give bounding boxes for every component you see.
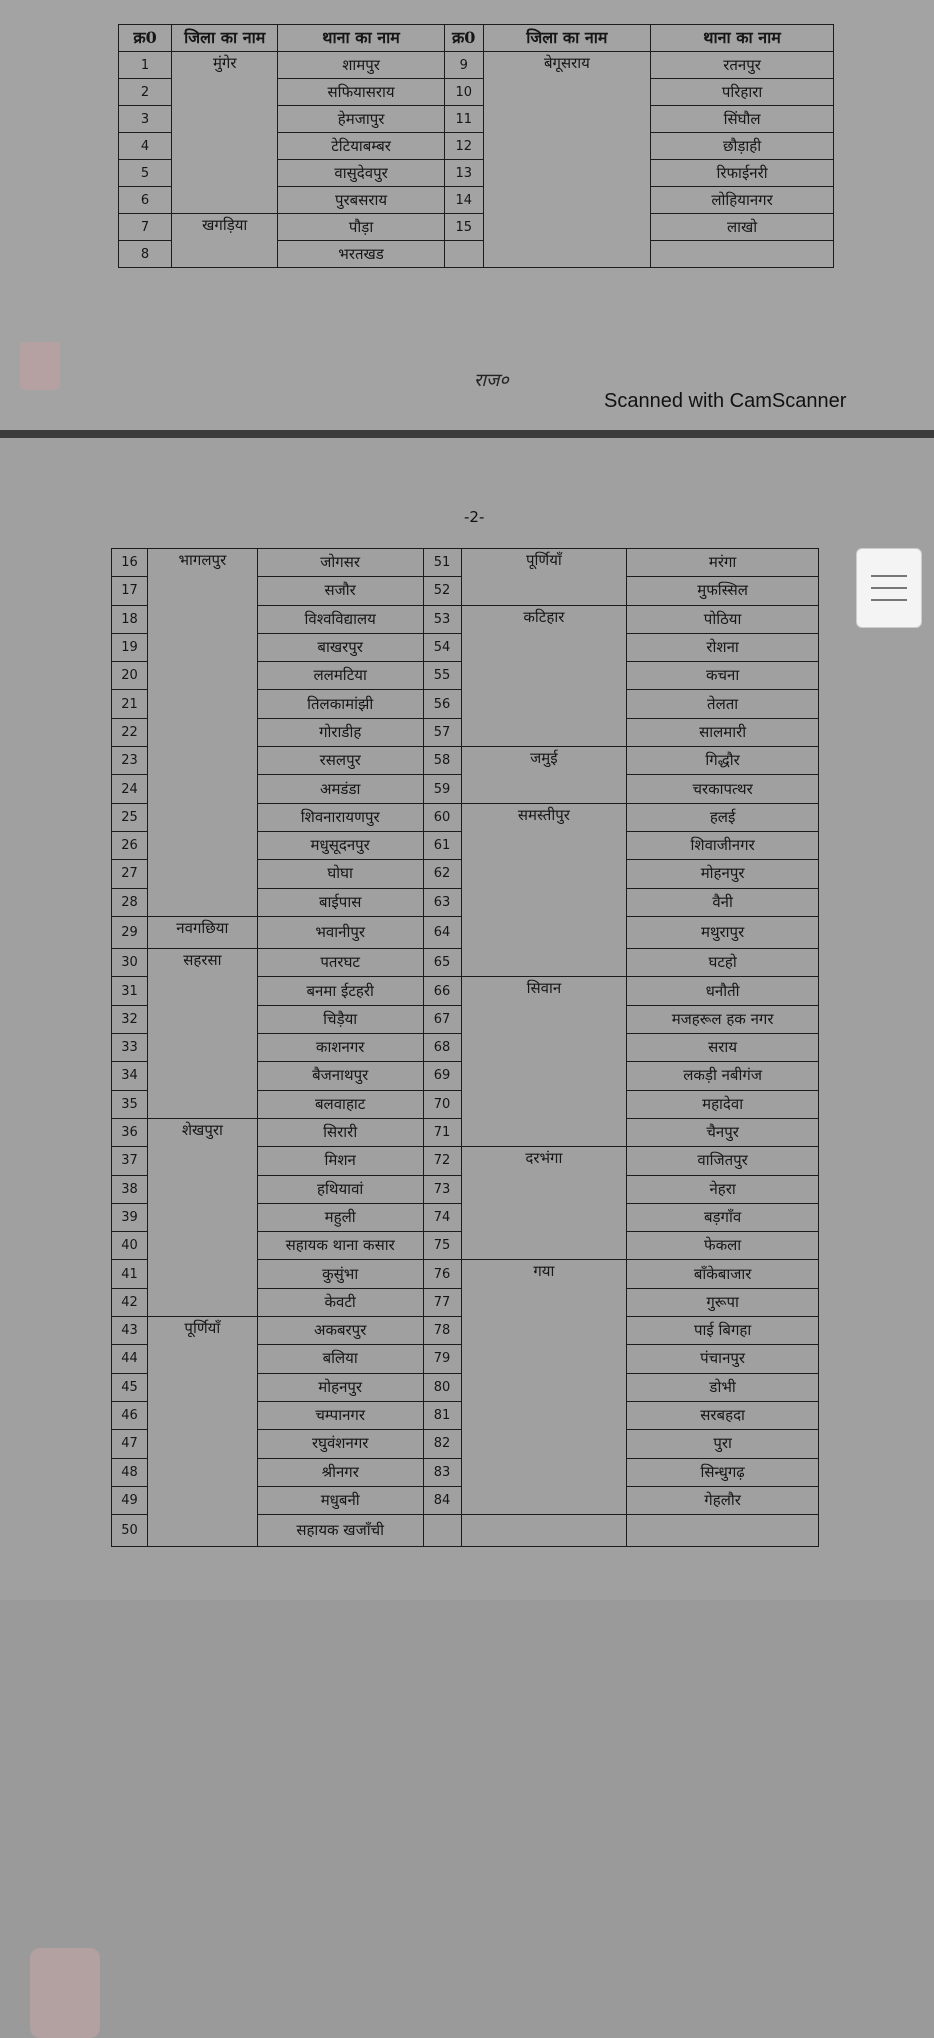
menu-line-icon [871, 587, 907, 589]
station-name: अकबरपुर [257, 1317, 423, 1345]
top-police-station-table [118, 24, 834, 268]
station-name: रोशना [627, 633, 819, 661]
station-name: पुरा [627, 1430, 819, 1458]
serial-number: 77 [423, 1288, 461, 1316]
serial-number: 73 [423, 1175, 461, 1203]
station-name: रघुवंशनगर [257, 1430, 423, 1458]
serial-number: 26 [112, 831, 148, 859]
station-name: सजौर [257, 577, 423, 605]
district-name-empty [461, 1515, 627, 1547]
station-name: हथियावां [257, 1175, 423, 1203]
serial-number: 51 [423, 549, 461, 577]
station-name: पंचानपुर [627, 1345, 819, 1373]
serial-number: 13 [444, 160, 483, 187]
district-name: कटिहार [461, 605, 627, 746]
serial-number [444, 241, 483, 268]
serial-number: 78 [423, 1317, 461, 1345]
header-district: जिला का नाम [483, 25, 651, 52]
page-number: -2- [464, 508, 485, 526]
district-name: नवगछिया [147, 916, 257, 948]
station-name: वासुदेवपुर [278, 160, 444, 187]
serial-number: 9 [444, 52, 483, 79]
station-name: बाखरपुर [257, 633, 423, 661]
serial-number: 81 [423, 1401, 461, 1429]
station-name: पतरघट [257, 949, 423, 977]
serial-number: 12 [444, 133, 483, 160]
serial-number: 4 [119, 133, 172, 160]
station-name: चैनपुर [627, 1118, 819, 1146]
serial-number: 10 [444, 79, 483, 106]
serial-number: 3 [119, 106, 172, 133]
station-name: घटहो [627, 949, 819, 977]
serial-number: 21 [112, 690, 148, 718]
station-name [651, 241, 834, 268]
serial-number: 20 [112, 662, 148, 690]
serial-number: 32 [112, 1005, 148, 1033]
serial-number: 83 [423, 1458, 461, 1486]
station-name: बाँकेबाजार [627, 1260, 819, 1288]
district-name: समस्तीपुर [461, 803, 627, 977]
serial-number: 42 [112, 1288, 148, 1316]
scan-smudge [20, 342, 60, 390]
station-name: पौड़ा [278, 214, 444, 241]
header-station: थाना का नाम [278, 25, 444, 52]
serial-number: 40 [112, 1232, 148, 1260]
station-name: सिन्धुगढ़ [627, 1458, 819, 1486]
station-name: धनौती [627, 977, 819, 1005]
station-name: शामपुर [278, 52, 444, 79]
station-name: तेलता [627, 690, 819, 718]
serial-number: 53 [423, 605, 461, 633]
station-name: मजहरूल हक नगर [627, 1005, 819, 1033]
serial-number: 38 [112, 1175, 148, 1203]
serial-number: 15 [444, 214, 483, 241]
serial-number: 22 [112, 718, 148, 746]
station-name: बलिया [257, 1345, 423, 1373]
serial-number: 37 [112, 1147, 148, 1175]
header-serial: क्र0 [444, 25, 483, 52]
district-name: मुंगेर [172, 52, 278, 214]
station-name [627, 1515, 819, 1547]
scanner-watermark: Scanned with CamScanner [604, 390, 847, 412]
station-name: ललमटिया [257, 662, 423, 690]
station-name: गिद्धौर [627, 747, 819, 775]
menu-button[interactable] [856, 548, 922, 628]
serial-number: 59 [423, 775, 461, 803]
station-name: चिड़ैया [257, 1005, 423, 1033]
serial-number: 27 [112, 860, 148, 888]
serial-number: 14 [444, 187, 483, 214]
header-district: जिला का नाम [172, 25, 278, 52]
station-name: वाजितपुर [627, 1147, 819, 1175]
station-name: वैनी [627, 888, 819, 916]
station-name: गोराडीह [257, 718, 423, 746]
station-name: पोठिया [627, 605, 819, 633]
station-name: रसलपुर [257, 747, 423, 775]
station-name: सिरारी [257, 1118, 423, 1146]
station-name: भरतखड [278, 241, 444, 268]
serial-number: 80 [423, 1373, 461, 1401]
serial-number: 69 [423, 1062, 461, 1090]
serial-number: 84 [423, 1486, 461, 1514]
serial-number: 41 [112, 1260, 148, 1288]
serial-number: 47 [112, 1430, 148, 1458]
station-name: मुफस्सिल [627, 577, 819, 605]
station-name: महादेवा [627, 1090, 819, 1118]
serial-number: 67 [423, 1005, 461, 1033]
station-name: जोगसर [257, 549, 423, 577]
station-name: श्रीनगर [257, 1458, 423, 1486]
serial-number: 60 [423, 803, 461, 831]
serial-number: 61 [423, 831, 461, 859]
serial-number: 45 [112, 1373, 148, 1401]
serial-number: 34 [112, 1062, 148, 1090]
station-name: तिलकामांझी [257, 690, 423, 718]
serial-number: 7 [119, 214, 172, 241]
station-name: विश्वविद्यालय [257, 605, 423, 633]
station-name: गेहलौर [627, 1486, 819, 1514]
serial-number: 6 [119, 187, 172, 214]
station-name: मधुबनी [257, 1486, 423, 1514]
serial-number: 64 [423, 916, 461, 948]
station-name: रिफाईनरी [651, 160, 834, 187]
serial-number: 43 [112, 1317, 148, 1345]
station-name: डोभी [627, 1373, 819, 1401]
bottom-police-station-table [111, 548, 819, 1547]
district-name: दरभंगा [461, 1147, 627, 1260]
station-name: सरबहदा [627, 1401, 819, 1429]
station-name: सहायक थाना कसार [257, 1232, 423, 1260]
serial-number: 25 [112, 803, 148, 831]
station-name: हलई [627, 803, 819, 831]
serial-number: 66 [423, 977, 461, 1005]
station-name: सफियासराय [278, 79, 444, 106]
station-name: मरंगा [627, 549, 819, 577]
district-name: सहरसा [147, 949, 257, 1119]
serial-number: 82 [423, 1430, 461, 1458]
station-name: सहायक खजाँची [257, 1515, 423, 1547]
serial-number: 52 [423, 577, 461, 605]
station-name: अमडंडा [257, 775, 423, 803]
station-name: हेमजापुर [278, 106, 444, 133]
serial-number: 75 [423, 1232, 461, 1260]
station-name: मोहनपुर [257, 1373, 423, 1401]
table-row [119, 52, 834, 79]
station-name: कुसुंभा [257, 1260, 423, 1288]
serial-number: 1 [119, 52, 172, 79]
serial-number: 16 [112, 549, 148, 577]
station-name: काशनगर [257, 1034, 423, 1062]
serial-number: 58 [423, 747, 461, 775]
serial-number: 71 [423, 1118, 461, 1146]
station-name: शिवनारायणपुर [257, 803, 423, 831]
scan-smudge [30, 1948, 100, 2038]
serial-number: 30 [112, 949, 148, 977]
serial-number: 44 [112, 1345, 148, 1373]
serial-number: 79 [423, 1345, 461, 1373]
district-name: गया [461, 1260, 627, 1515]
station-name: लाखो [651, 214, 834, 241]
menu-line-icon [871, 599, 907, 601]
page-divider [0, 430, 934, 438]
serial-number: 74 [423, 1203, 461, 1231]
serial-number: 24 [112, 775, 148, 803]
station-name: बाईपास [257, 888, 423, 916]
serial-number: 39 [112, 1203, 148, 1231]
station-name: मिशन [257, 1147, 423, 1175]
station-name: परिहारा [651, 79, 834, 106]
serial-number: 8 [119, 241, 172, 268]
serial-number: 49 [112, 1486, 148, 1514]
station-name: घोघा [257, 860, 423, 888]
station-name: चरकापत्थर [627, 775, 819, 803]
station-name: महुली [257, 1203, 423, 1231]
serial-number: 63 [423, 888, 461, 916]
signature: राज० [474, 370, 509, 391]
serial-number: 17 [112, 577, 148, 605]
station-name: गुरूपा [627, 1288, 819, 1316]
district-name: पूर्णियाँ [461, 549, 627, 606]
serial-number: 19 [112, 633, 148, 661]
serial-number: 28 [112, 888, 148, 916]
serial-number: 72 [423, 1147, 461, 1175]
serial-number: 48 [112, 1458, 148, 1486]
serial-number: 29 [112, 916, 148, 948]
station-name: बनमा ईटहरी [257, 977, 423, 1005]
header-station: थाना का नाम [651, 25, 834, 52]
station-name: सिंघौल [651, 106, 834, 133]
district-name: खगड़िया [172, 214, 278, 268]
table-row [119, 214, 834, 241]
station-name: लोहियानगर [651, 187, 834, 214]
station-name: लकड़ी नबीगंज [627, 1062, 819, 1090]
serial-number: 56 [423, 690, 461, 718]
station-name: छौड़ाही [651, 133, 834, 160]
serial-number: 11 [444, 106, 483, 133]
station-name: चम्पानगर [257, 1401, 423, 1429]
station-name: मथुरापुर [627, 916, 819, 948]
station-name: शिवाजीनगर [627, 831, 819, 859]
district-name: भागलपुर [147, 549, 257, 917]
station-name: टेटियाबम्बर [278, 133, 444, 160]
serial-number: 70 [423, 1090, 461, 1118]
serial-number: 5 [119, 160, 172, 187]
station-name: मधुसूदनपुर [257, 831, 423, 859]
station-name: कचना [627, 662, 819, 690]
district-name: पूर्णियाँ [147, 1317, 257, 1547]
serial-number: 57 [423, 718, 461, 746]
serial-number: 31 [112, 977, 148, 1005]
station-name: सराय [627, 1034, 819, 1062]
serial-number: 46 [112, 1401, 148, 1429]
serial-number: 35 [112, 1090, 148, 1118]
table-header-row [119, 25, 834, 52]
station-name: फेकला [627, 1232, 819, 1260]
station-name: रतनपुर [651, 52, 834, 79]
serial-number: 55 [423, 662, 461, 690]
serial-number: 68 [423, 1034, 461, 1062]
serial-number: 50 [112, 1515, 148, 1547]
station-name: पुरबसराय [278, 187, 444, 214]
station-name: बड़गाँव [627, 1203, 819, 1231]
menu-line-icon [871, 575, 907, 577]
serial-number: 23 [112, 747, 148, 775]
station-name: मोहनपुर [627, 860, 819, 888]
serial-number: 2 [119, 79, 172, 106]
station-name: सालमारी [627, 718, 819, 746]
serial-number: 62 [423, 860, 461, 888]
serial-number: 54 [423, 633, 461, 661]
station-name: भवानीपुर [257, 916, 423, 948]
header-serial: क्र0 [119, 25, 172, 52]
station-name: नेहरा [627, 1175, 819, 1203]
station-name: केवटी [257, 1288, 423, 1316]
station-name: पाई बिगहा [627, 1317, 819, 1345]
district-name: शेखपुरा [147, 1118, 257, 1316]
district-name: सिवान [461, 977, 627, 1147]
scanned-page-1 [0, 0, 934, 430]
serial-number: 36 [112, 1118, 148, 1146]
serial-number: 65 [423, 949, 461, 977]
station-name: बैजनाथपुर [257, 1062, 423, 1090]
serial-number: 33 [112, 1034, 148, 1062]
serial-number: 76 [423, 1260, 461, 1288]
serial-number: 18 [112, 605, 148, 633]
district-name: जमुई [461, 747, 627, 804]
table-row [112, 549, 819, 577]
serial-number [423, 1515, 461, 1547]
district-name: बेगूसराय [483, 52, 651, 268]
station-name: बलवाहाट [257, 1090, 423, 1118]
